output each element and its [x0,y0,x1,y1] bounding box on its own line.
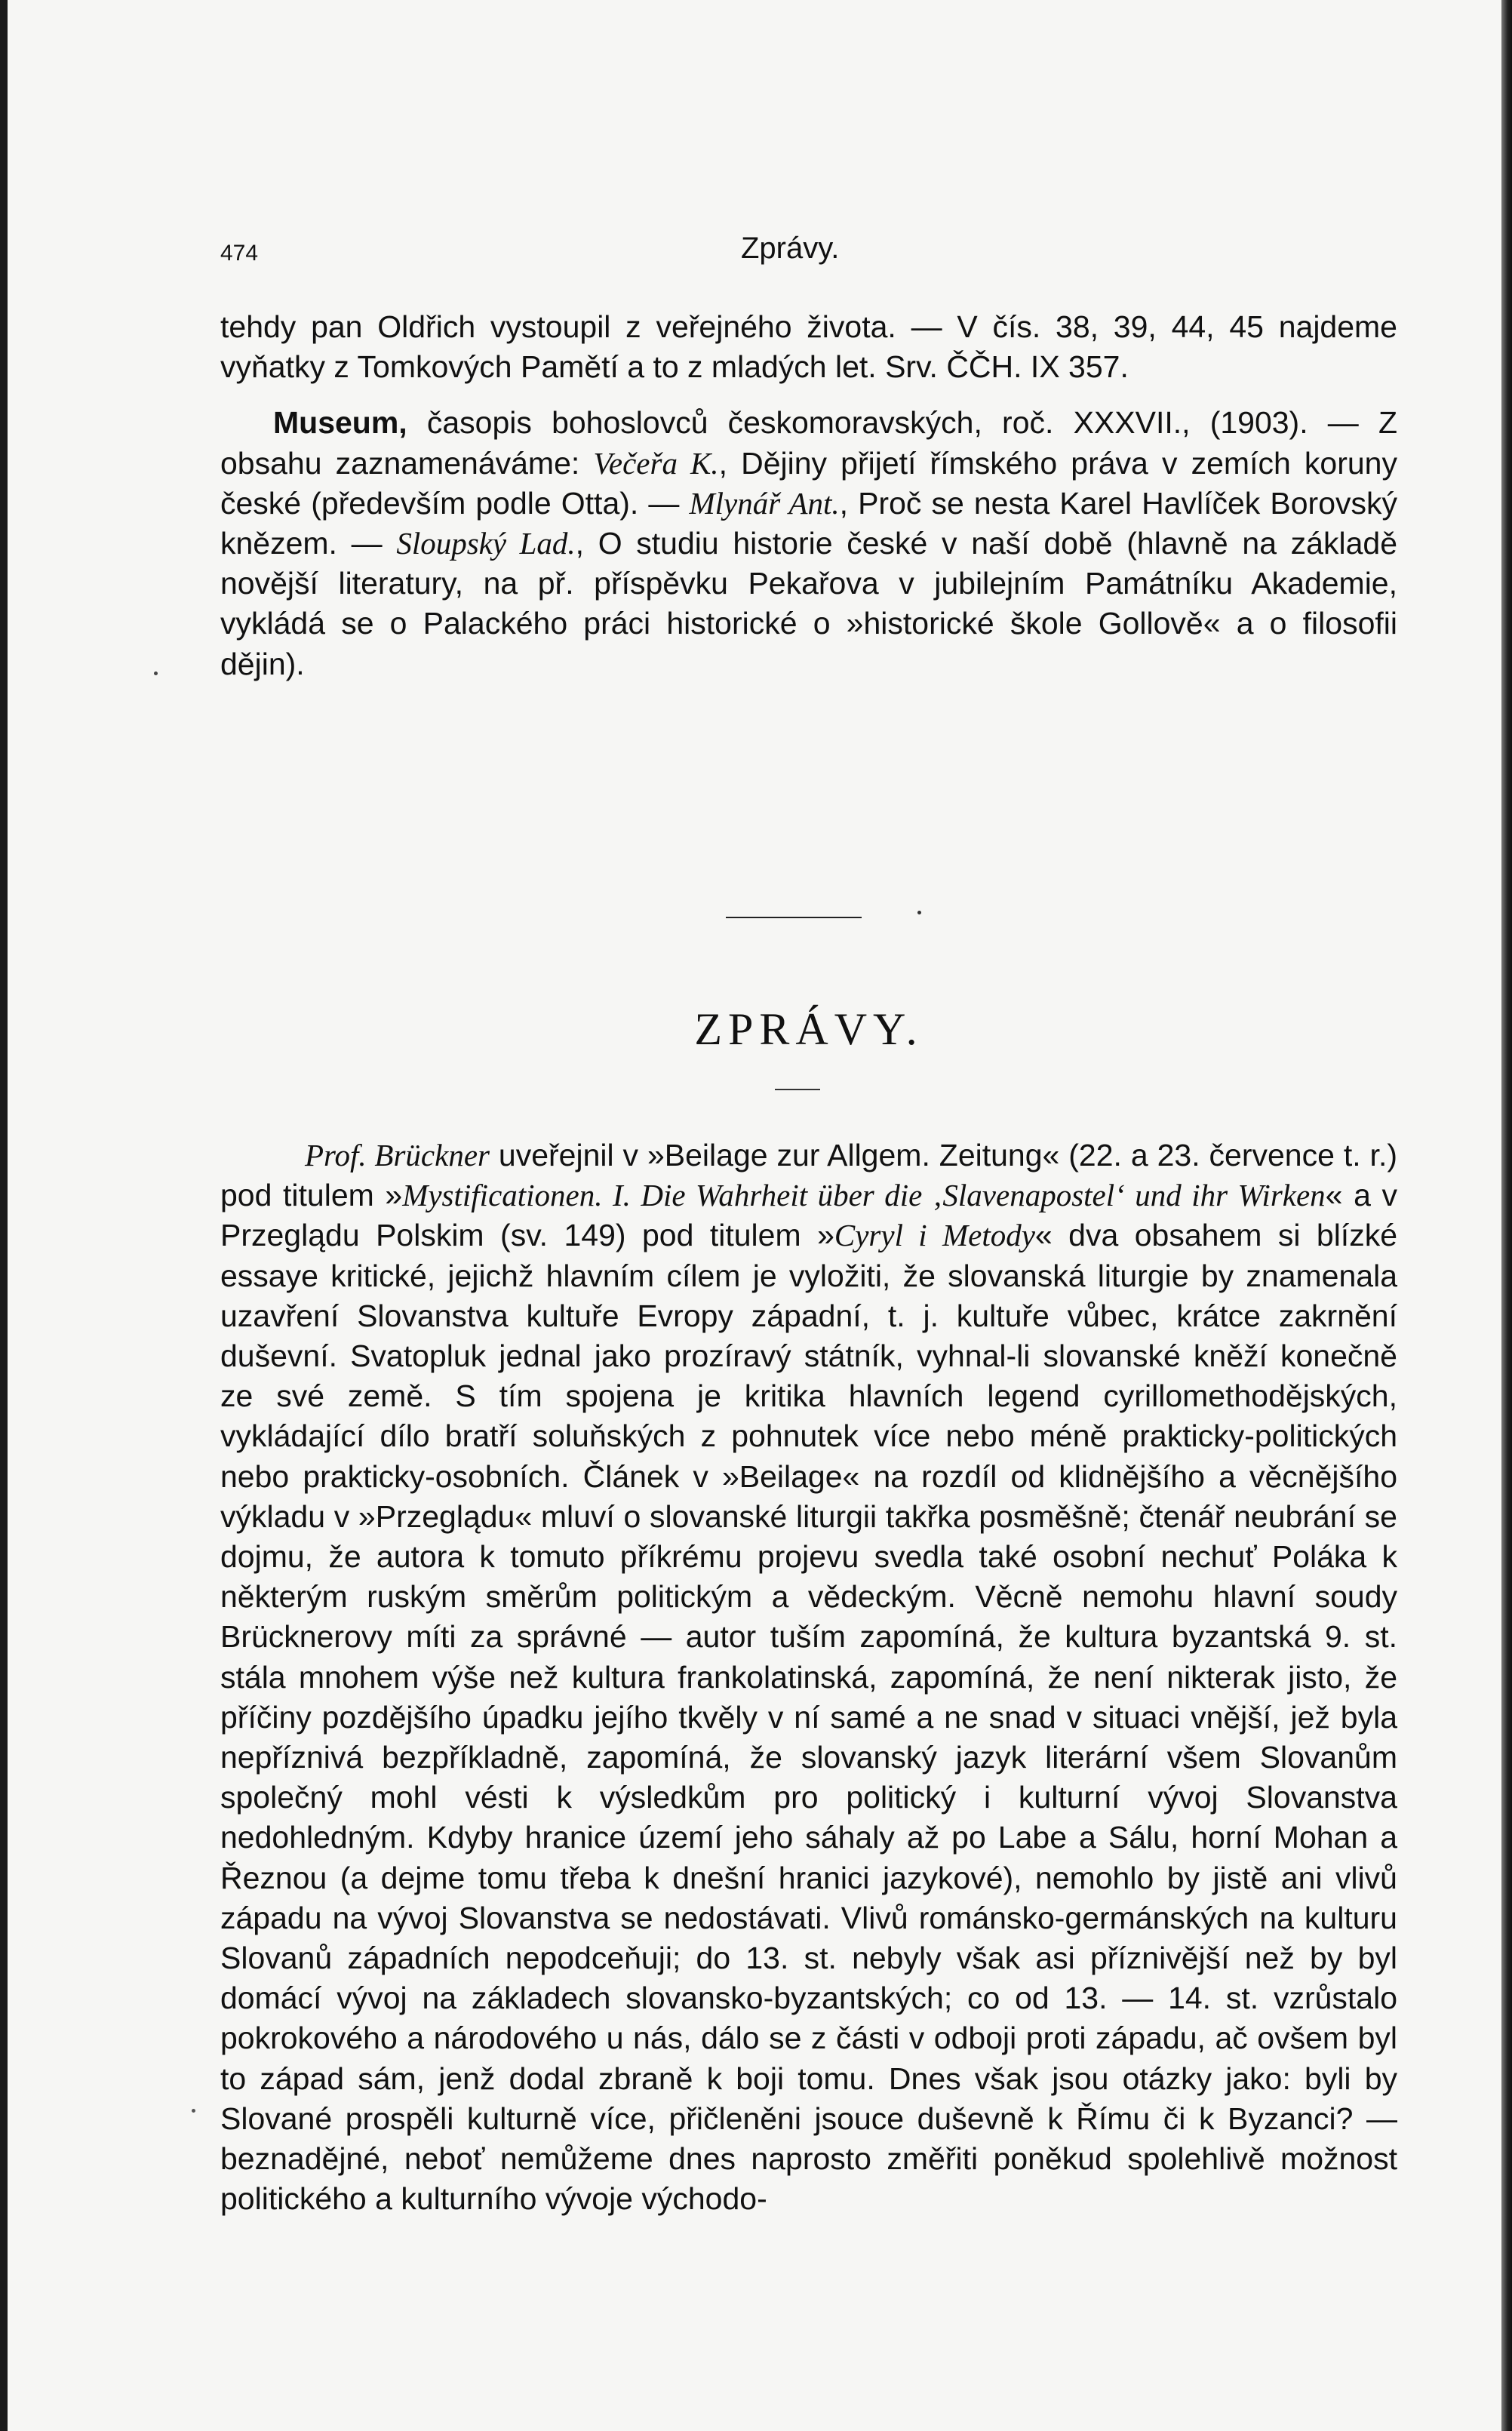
author-name: Prof. Brückner [305,1138,490,1172]
text-segment: « a v Przeglądu Polskim (sv. 149) pod titulem » [220,1178,1397,1253]
scan-edge-right [1501,0,1512,2431]
page-number: 474 [220,241,259,266]
article-title: Mystificationen. I. Die Wahrheit über die ‚Slavenapostel‘ und ihr Wirken [402,1178,1326,1213]
page [220,223,1398,2217]
divider-dot [917,911,921,914]
text-segment: časopis bohoslovců českomoravských, roč. XXXVII., (1903). — Z obsahu zaznamenáváme: [220,405,1397,481]
text-segment: , Dějiny přijetí římského práva v zemích koruny české (především podle Otta). — [220,445,1397,521]
paragraph-bruckner [220,1136,1397,2219]
section-divider-rule [726,917,862,918]
author-name: Sloupský Lad. [396,526,576,561]
text-segment: , O studiu historie české v naší době (hlavně na základě novější literatury, na př. příspěvku Pekařova v jubilejním Památníku Akademie, vykládá se o Palackého práci historické o »historické škole Gollově« a o filosofii dějin). [220,526,1398,681]
running-head: Zprávy. [741,232,840,265]
margin-mark [192,2109,195,2113]
section-title: ZPRÁVY. [694,1004,923,1054]
paragraph-continuation [220,307,1397,387]
text-segment: , Proč se nesta Karel Havlíček Borovský knězem. — [220,485,1397,561]
author-name: Mlynář Ant. [689,485,840,521]
section-body [220,1136,1397,2219]
margin-mark [154,672,158,675]
scan-edge-left [0,0,8,2431]
paragraph-text: tehdy pan Oldřich vystoupil z veřejného života. — V čís. 38, 39, 44, 45 najdeme vyňatky z Tomkových Pamětí a to z mladých let. Srv. ČČH. IX 357. [220,309,1397,385]
title-underline-rule [775,1089,820,1090]
author-name: Večeřa K. [593,445,719,481]
paragraph-museum [220,403,1397,684]
journal-name: Museum, [273,405,407,441]
text-segment: « dva obsahem si blízké essaye kritické, jejichž hlavním cílem je vyložiti, že slovanská liturgie by znamenala uzavření Slovanstva kultuře Evropy západní, t. j. kultuře vůbec, krátce zakrnění duševní. Svatopluk jednal jako prozíravý státník, vyhnal-li slovanské kněží konečně ze své země. S tím spojena je kritika hlavních legend cyrillomethodějských, vykládající dílo bratří soluňských z pohnutek více nebo méně prakticky-politických nebo prakticky-osobních. Článek v »Beilage« na rozdíl od klidnějšího a věcnějšího výkladu v »Przeglądu« mluví o slovanské liturgii takřka posměšně; čtenář neubrání se dojmu, že autora k tomuto příkrému projevu svedla také osobní nechuť Poláka k některým ruským směrům politickým a vědeckým. Věcně nemohu hlavní soudy Brücknerovy míti za správné — autor tuším zapomíná, že kultura byzantská 9. st. stála mnohem výše než kultura frankolatinská, zapomíná, že není nikterak jisto, že příčiny pozdějšího úpadku jejího tkvěly v ní samé a ne snad v situaci vnější, jež byla nepříznivá bezpříkladně, zapomíná, že slovanský jazyk literární všem Slovanům společný mohl vésti k výsledkům pro politický i kulturní vývoj Slovanstva nedohledným. Kdyby hranice území jeho sáhaly až po Labe a Sálu, horní Mohan a Řeznou (a dejme tomu třeba k dnešní hranici jazykové), nemohlo by jistě ani vlivů západu na vývoj Slovanstva se nedostávati. Vlivů románsko-germánských na kulturu Slovanů západních nepodceňuji; do 13. st. nebyly však asi příznivější než by byl domácí vývoj na základech slovansko-byzantských; co od 13. — 14. st. vzrůstalo pokrokového a národového u nás, dálo se z části v odboji proti západu, ač ovšem byl to západ sám, jenž dodal zbraně k boji tomu. Dnes však jsou otázky jako: byli by Slované prospěli kulturně více, přičleněni jsouce duševně k Římu či k Byzanci? — beznadějné, neboť nemůžeme dnes naprosto změřiti poněkud spolehlivě možnost politického a kulturního vývoje východo- [220,1218,1398,2217]
article-title: Cyryl i Metody [834,1218,1035,1253]
page-header [220,223,1397,290]
text-segment: uveřejnil v »Beilage zur Allgem. Zeitung« (22. a 23. července t. r.) pod titulem » [220,1138,1397,1213]
